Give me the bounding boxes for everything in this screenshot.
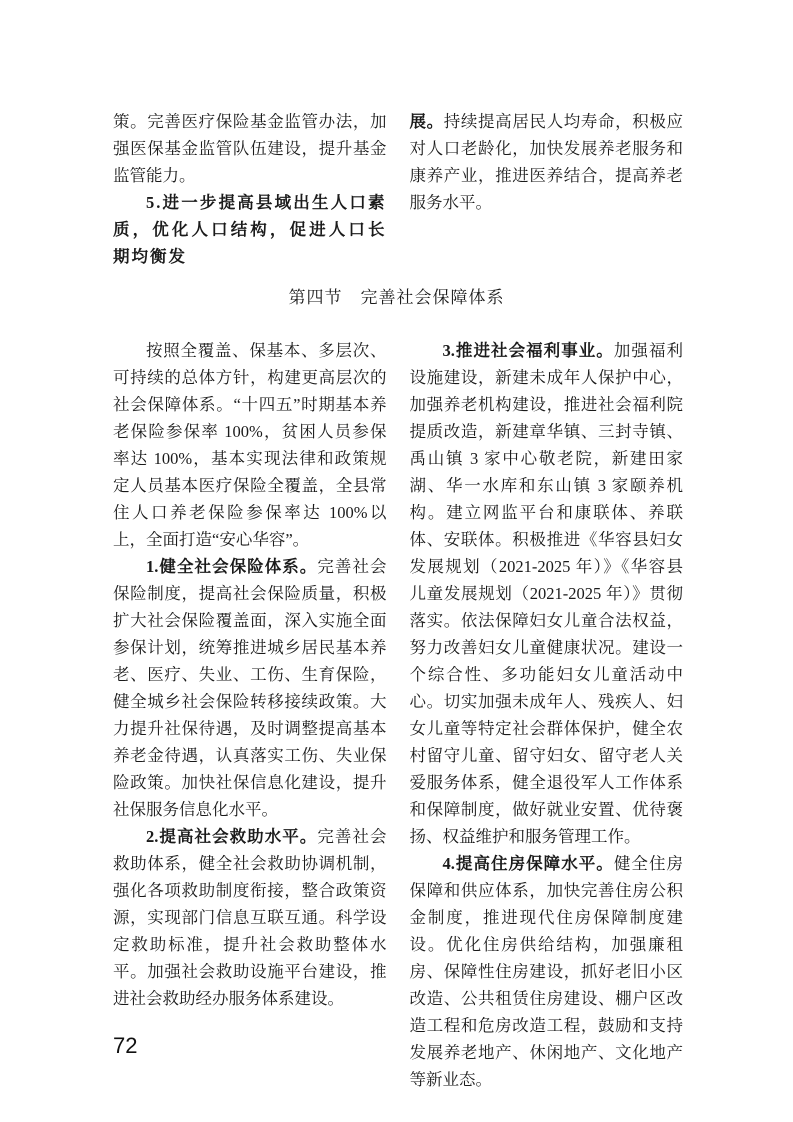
paragraph-text: 完善社会救助体系，健全社会救助协调机制，强化各项救助制度衔接，整合政策资源，实现部门信息互联互通。科学设定救助标准，提升社会救助整体水平。加强社会救助设施平台建设，推进社会救助经办服务体系建设。 xyxy=(113,827,387,1008)
body-text-section xyxy=(113,337,683,1093)
paragraph-continued xyxy=(410,108,684,216)
paragraph-item-4 xyxy=(410,850,684,1093)
paragraph-text: 策。完善医疗保险基金监管办法，加强医保基金监管队伍建设，提升基金监管能力。 xyxy=(113,112,387,185)
paragraph-item-2 xyxy=(113,823,387,1012)
paragraph-heading-5 xyxy=(113,189,387,270)
paragraph-item-1 xyxy=(113,553,387,823)
continued-left-column xyxy=(113,108,387,270)
page-number: 72 xyxy=(113,1033,138,1058)
paragraph-item-3 xyxy=(410,337,684,850)
paragraph-bold-text: 5.进一步提高县域出生人口素质，优化人口结构，促进人口长期均衡发 xyxy=(113,193,387,266)
paragraph-text: 按照全覆盖、保基本、多层次、可持续的总体方针，构建更高层次的社会保障体系。“十四五”时期基本养老保险参保率 100%，贫困人员参保率达 100%，基本实现法律和政策规定人员基本医疗保险全覆盖，全县常住人口养老保险参保率达 100%以上，全面打造“安心华容”。 xyxy=(113,341,387,549)
paragraph-intro xyxy=(113,337,387,553)
paragraph-bold-lead: 4.提高住房保障水平。 xyxy=(442,854,614,873)
paragraph-bold-lead: 1.健全社会保险体系。 xyxy=(146,557,318,576)
section-title: 第四节 完善社会保障体系 xyxy=(288,288,505,307)
body-left-column xyxy=(113,337,387,1093)
paragraph-bold-lead: 2.提高社会救助水平。 xyxy=(146,827,318,846)
continued-right-column xyxy=(410,108,684,270)
paragraph-continued xyxy=(113,108,387,189)
paragraph-bold-lead: 展。 xyxy=(409,112,444,131)
paragraph-text: 健全住房保障和供应体系，加快完善住房公积金制度，推进现代住房保障制度建设。优化住房供给结构，加强廉租房、保障性住房建设，抓好老旧小区改造、公共租赁住房建设、棚户区改造工程和危房改造工程，鼓励和支持发展养老地产、休闲地产、文化地产等新业态。 xyxy=(409,854,684,1089)
paragraph-text: 加强福利设施建设，新建未成年人保护中心，加强养老机构建设，推进社会福利院提质改造，新建章华镇、三封寺镇、禹山镇 3 家中心敬老院，新建田家湖、华一水库和东山镇 3 家颐养机构。建立网监平台和康联体、养联体、安联体。积极推进《华容县妇女发展规划（2021-2025 年）》《华容县儿童发展规划（2021-2025 年）》贯彻落实。依法保障妇女儿童合法权益，努力改善妇女儿童健康状况。建设一个综合性、多功能妇女儿童活动中心。切实加强未成年人、残疾人、妇女儿童等特定社会群体保护，健全农村留守儿童、留守妇女、留守老人关爱服务体系，健全退役军人工作体系和保障制度，做好就业安置、优待褒扬、权益维护和服务管理工作。 xyxy=(409,341,684,846)
body-right-column xyxy=(410,337,684,1093)
paragraph-bold-lead: 3.推进社会福利事业。 xyxy=(442,341,614,360)
paragraph-text: 完善社会保险制度，提高社会保险质量，积极扩大社会保险覆盖面，深入实施全面参保计划，统筹推进城乡居民基本养老、医疗、失业、工伤、生育保险，健全城乡社会保险转移接续政策。大力提升社保待遇，及时调整提高基本养老金待遇，认真落实工伤、失业保险政策。加快社保信息化建设，提升社保服务信息化水平。 xyxy=(113,557,387,819)
paragraph-text: 持续提高居民人均寿命，积极应对人口老龄化，加快发展养老服务和康养产业，推进医养结合，提高养老服务水平。 xyxy=(409,112,684,212)
continued-text-section xyxy=(113,108,683,270)
